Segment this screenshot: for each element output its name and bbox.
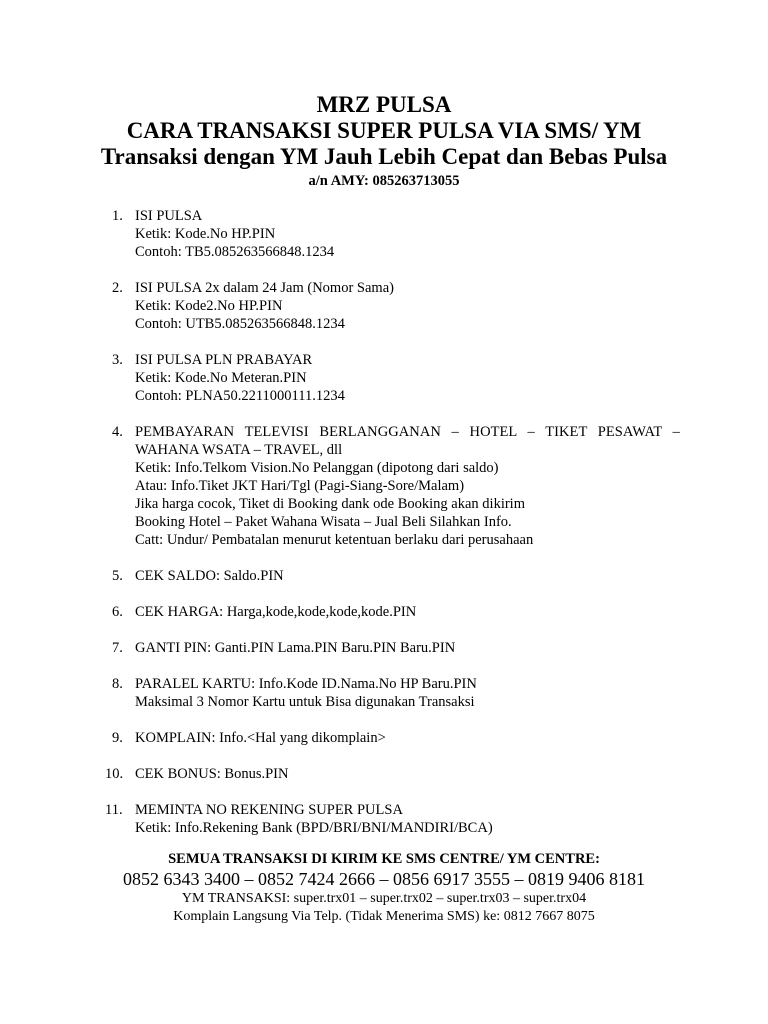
list-item-detail: Ketik: Kode2.No HP.PIN [135,298,283,314]
list-item-detail: Booking Hotel – Paket Wahana Wisata – Jual Beli Silahkan Info. [135,514,512,530]
ym-transaction-ids: YM TRANSAKSI: super.trx01 – super.trx02 – super.trx03 – super.trx04 [181,891,587,906]
list-item-heading: KOMPLAIN: Info.<Hal yang dikomplain> [135,730,386,746]
instruction-list [0,207,768,855]
list-item-heading: CEK BONUS: Bonus.PIN [135,766,289,782]
list-item-number: 3. [112,352,123,368]
list-item-number: 5. [112,568,123,584]
sms-centre-numbers: 0852 6343 3400 – 0852 7424 2666 – 0856 6917 3555 – 0819 9406 8181 [123,869,645,889]
list-item-detail: Catt: Undur/ Pembatalan menurut ketentuan berlaku dari perusahaan [135,532,534,548]
list-item-detail: Ketik: Kode.No Meteran.PIN [135,370,307,386]
list-item [0,801,768,837]
list-item-number: 9. [112,730,123,746]
list-item-detail: Contoh: TB5.085263566848.1234 [135,244,335,260]
list-item-detail: WAHANA WSATA – TRAVEL, dll [135,442,343,458]
list-item [0,423,768,549]
list-item-number: 11. [105,802,123,818]
list-item [0,351,768,405]
list-item-detail: Jika harga cocok, Tiket di Booking dank ode Booking akan dikirim [135,496,525,512]
document-tagline: Transaksi dengan YM Jauh Lebih Cepat dan Bebas Pulsa [100,144,668,169]
list-item-heading: MEMINTA NO REKENING SUPER PULSA [135,802,403,818]
list-item-heading: PARALEL KARTU: Info.Kode ID.Nama.No HP Baru.PIN [135,676,477,692]
document-subtitle: CARA TRANSAKSI SUPER PULSA VIA SMS/ YM [126,118,642,143]
list-item-heading: CEK HARGA: Harga,kode,kode,kode,kode.PIN [135,604,417,620]
list-item-number: 10. [105,766,124,782]
list-item-heading: ISI PULSA PLN PRABAYAR [135,352,313,368]
account-owner: a/n AMY: 085263713055 [308,173,460,189]
brand-title: MRZ PULSA [316,92,452,117]
list-item-number: 8. [112,676,123,692]
document-footer [0,850,768,926]
list-item-detail: Contoh: UTB5.085263566848.1234 [135,316,345,332]
list-item [0,279,768,333]
list-item [0,765,768,783]
list-item [0,567,768,585]
list-item-detail: Maksimal 3 Nomor Kartu untuk Bisa digunakan Transaksi [135,694,475,710]
list-item-detail: Ketik: Info.Rekening Bank (BPD/BRI/BNI/MANDIRI/BCA) [135,820,493,836]
list-item-number: 2. [112,280,123,296]
list-item-number: 4. [112,424,123,440]
list-item-heading: ISI PULSA 2x dalam 24 Jam (Nomor Sama) [135,280,394,296]
list-item [0,675,768,711]
list-item-number: 7. [112,640,123,656]
list-item-detail: Ketik: Info.Telkom Vision.No Pelanggan (dipotong dari saldo) [135,460,499,476]
list-item [0,207,768,261]
list-item-heading: GANTI PIN: Ganti.PIN Lama.PIN Baru.PIN Baru.PIN [135,640,456,656]
list-item-heading: PEMBAYARAN TELEVISI BERLANGGANAN – HOTEL – TIKET PESAWAT – [135,424,680,440]
list-item [0,729,768,747]
list-item-detail: Atau: Info.Tiket JKT Hari/Tgl (Pagi-Siang-Sore/Malam) [135,478,465,494]
list-item-heading: CEK SALDO: Saldo.PIN [135,568,284,584]
list-item-heading: ISI PULSA [135,208,203,224]
footer-title: SEMUA TRANSAKSI DI KIRIM KE SMS CENTRE/ YM CENTRE: [168,851,600,867]
complaint-contact: Komplain Langsung Via Telp. (Tidak Menerima SMS) ke: 0812 7667 8075 [173,909,595,924]
document-header [0,92,768,190]
list-item [0,639,768,657]
list-item-detail: Ketik: Kode.No HP.PIN [135,226,276,242]
list-item [0,603,768,621]
list-item-detail: Contoh: PLNA50.2211000111.1234 [135,388,345,404]
list-item-number: 6. [112,604,123,620]
list-item-number: 1. [112,208,123,224]
